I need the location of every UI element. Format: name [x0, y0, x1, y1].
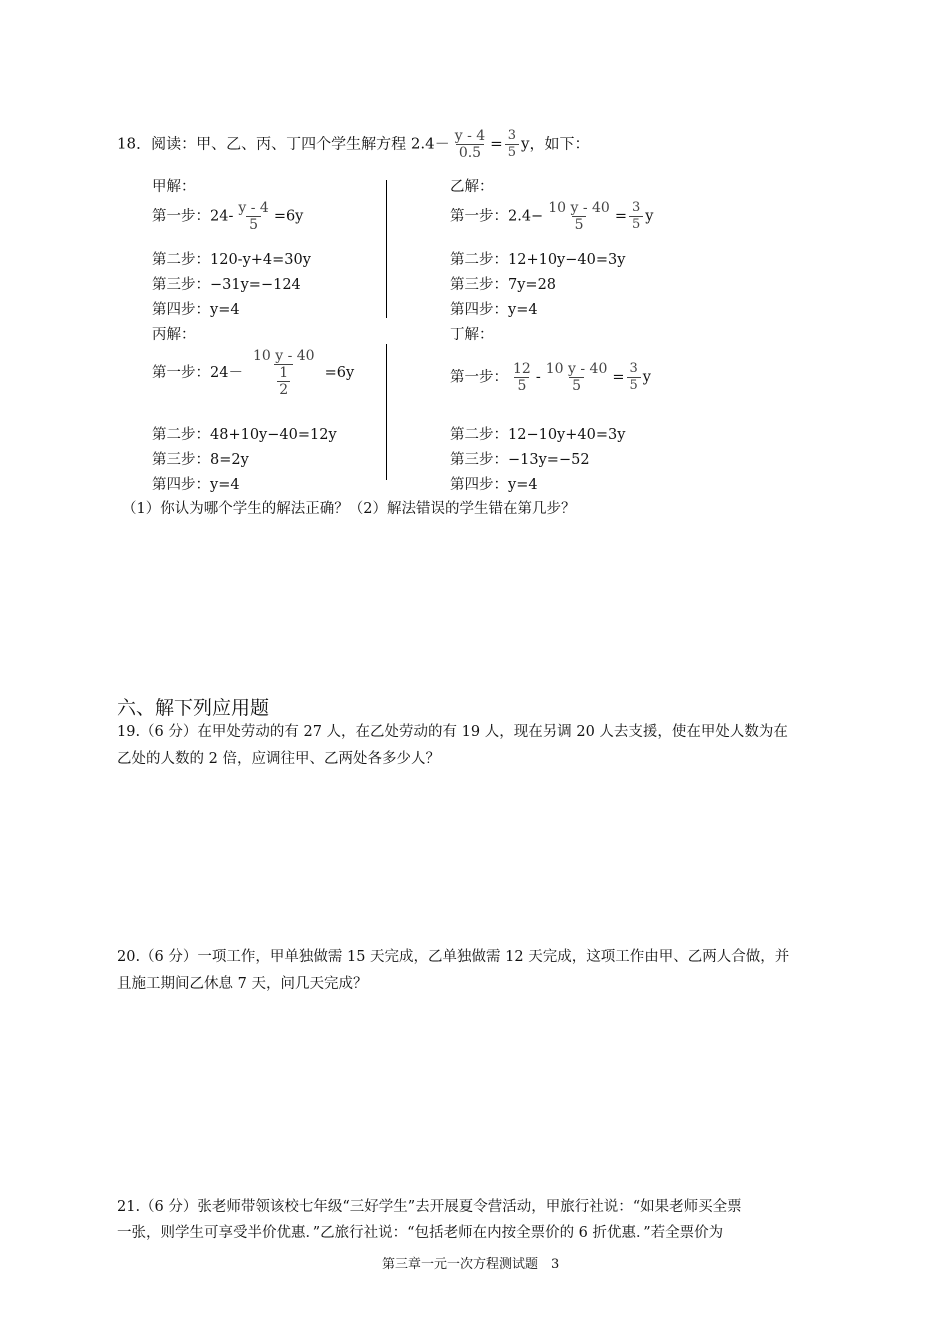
intro-rhs-fraction: $\frac{3}{5}$ [505, 128, 519, 161]
jia-step2: 第二步：120-y+4=30y [152, 252, 311, 268]
divider-bottom [386, 344, 387, 480]
q18-intro: 18．阅读：甲、乙、丙、丁四个学生解方程 2.4－ $\frac{y - 4}{0.5}$ = $\frac{3}{5}$ y，如下： [117, 128, 590, 161]
intro-fraction: $\frac{y - 4}{0.5}$ [454, 128, 486, 161]
jia-step1: 第一步：24- $\frac{y - 4}{5}$ =6y [152, 200, 304, 233]
bing-step1: 第一步：24－ $\frac{10 y - 40}{\frac{1}{2}}$ =6y [152, 348, 355, 398]
ding-step1-first-fraction: $\frac{12}{5}$ [513, 361, 531, 394]
q19-line2: 乙处的人数的 2 倍，应调往甲、乙两处各多少人？ [117, 751, 440, 767]
q18-question: （1）你认为哪个学生的解法正确？（2）解法错误的学生错在第几步？ [122, 501, 576, 517]
jia-title: 甲解： [152, 179, 196, 195]
ding-step1-rhs-fraction: $\frac{3}{5}$ [627, 361, 641, 394]
ding-title: 丁解： [450, 327, 494, 343]
q21-line2: 一张，则学生可享受半价优惠．”乙旅行社说：“包括老师在内按全票价的 6 折优惠．”若全票价为 [117, 1225, 724, 1241]
page-footer: 第三章一元一次方程测试题 3 [382, 1257, 560, 1272]
yi-step1: 第一步：2.4− $\frac{10 y - 40}{5}$ = $\frac{3}{5}$ y [450, 200, 654, 233]
yi-step1-rhs-fraction: $\frac{3}{5}$ [629, 200, 643, 233]
jia-step4: 第四步：y=4 [152, 302, 240, 318]
yi-title: 乙解： [450, 179, 494, 195]
ding-step1: 第一步： $\frac{12}{5}$ - $\frac{10 y - 40}{5}$ = $\frac{3}{5}$ y [450, 361, 651, 394]
jia-step3: 第三步：−31y=−124 [152, 277, 301, 293]
section-title: 六、解下列应用题 [117, 697, 270, 719]
q20-line1: 20.（6 分）一项工作，甲单独做需 15 天完成，乙单独做需 12 天完成，这项工作由甲、乙两人合做，并 [117, 949, 790, 965]
yi-step2: 第二步：12+10y−40=3y [450, 252, 626, 268]
ding-step3: 第三步：−13y=−52 [450, 452, 590, 468]
yi-step4: 第四步：y=4 [450, 302, 538, 318]
q19-line1: 19.（6 分）在甲处劳动的有 27 人，在乙处劳动的有 19 人，现在另调 20 人去支援，使在甲处人数为在 [117, 724, 788, 740]
ding-step1-second-fraction: $\frac{10 y - 40}{5}$ [545, 361, 608, 394]
bing-step1-fraction: $\frac{10 y - 40}{\frac{1}{2}}$ [252, 348, 315, 398]
bing-step3: 第三步：8=2y [152, 452, 249, 468]
ding-step4: 第四步：y=4 [450, 477, 538, 493]
bing-step2: 第二步：48+10y−40=12y [152, 427, 337, 443]
yi-step1-fraction: $\frac{10 y - 40}{5}$ [548, 200, 610, 233]
bing-step4: 第四步：y=4 [152, 477, 240, 493]
ding-step2: 第二步：12−10y+40=3y [450, 427, 626, 443]
q20-line2: 且施工期间乙休息 7 天，问几天完成？ [117, 976, 368, 992]
divider-top [386, 180, 387, 318]
jia-step1-fraction: $\frac{y - 4}{5}$ [238, 200, 269, 233]
bing-inner-fraction: $\frac{1}{2}$ [279, 365, 289, 398]
yi-step3: 第三步：7y=28 [450, 277, 557, 293]
q21-line1: 21.（6 分）张老师带领该校七年级“三好学生”去开展夏令营活动，甲旅行社说：“如果老师买全票 [117, 1199, 742, 1215]
bing-title: 丙解： [152, 327, 196, 343]
